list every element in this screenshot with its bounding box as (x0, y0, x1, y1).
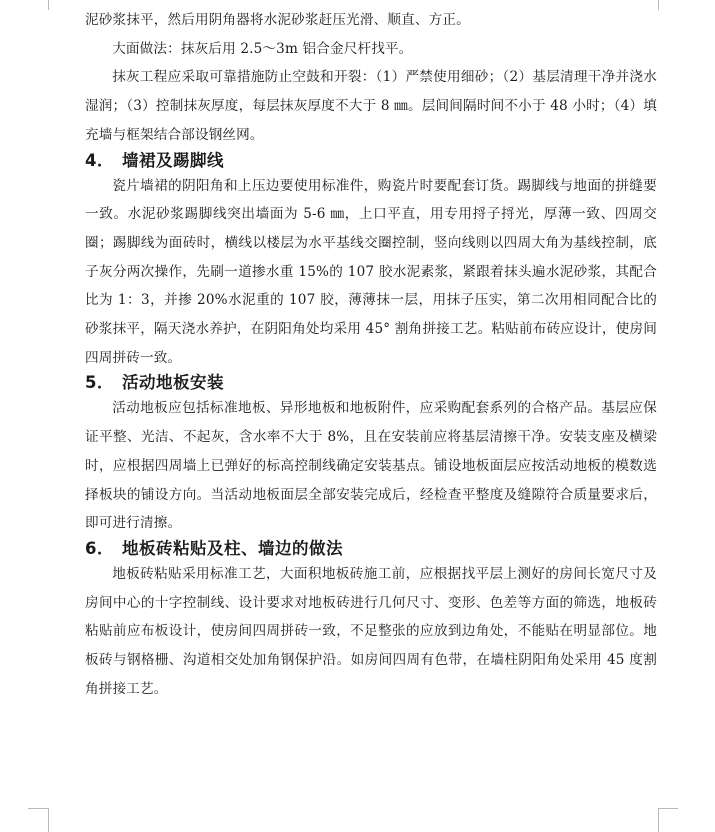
section-heading-4 (85, 150, 657, 172)
section-title: 地板砖粘贴及柱、墙边的做法 (121, 538, 343, 558)
document-body (85, 6, 657, 703)
section-4-paragraph: 瓷片墙裙的阴阳角和上压边要使用标准件，购瓷片时要配套订货。踢脚线与地面的拼缝要一致。水泥砂浆踢脚线突出墙面为 5-6 ㎜，上口平直，用专用捋子捋光，厚薄一致、四周交圈；踢脚线为面砖时，横线以楼层为水平基线交圈控制，竖向线则以四周大角为基线控制，底子灰分两次操作，先刷一道掺水重 15%的 107 胶水泥素浆，紧跟着抹头遍水泥砂浆，其配合比为 1：3，并掺 20%水泥重的 107 胶，薄薄抹一层，用抹子压实，第二次用相同配合比的砂浆抹平，隔天浇水养护，在阴阳角处均采用 45° 割角拼接工艺。粘贴前布砖应设计，使房间四周拼砖一致。 (85, 177, 657, 366)
paragraph-surface-method: 大面做法：抹灰后用 2.5～3m 铝合金尺杆找平。 (112, 40, 413, 57)
section-number: 6． (85, 538, 114, 558)
crop-mark-top-left (48, 0, 49, 10)
section-heading-6 (85, 538, 657, 560)
section-number: 4． (85, 150, 114, 170)
crop-mark-bottom-left-v (48, 808, 49, 832)
crop-mark-bottom-left-h (28, 808, 48, 809)
section-number: 5． (85, 373, 114, 393)
section-5-paragraph: 活动地板应包括标准地板、异形地板和地板附件，应采购配套系列的合格产品。基层应保证平整、光洁、不起灰，含水率不大于 8%，且在安装前应将基层清擦干净。安装支座及横梁时，应根据四周墙上已弹好的标高控制线确定安装基点。铺设地板面层应按活动地板的模数选择板块的铺设方向。当活动地板面层全部安装完成后，经检查平整度及缝隙符合质量要求后，即可进行清擦。 (85, 400, 657, 532)
paragraph-plaster-measures: 抹灰工程应采取可靠措施防止空鼓和开裂：（1）严禁使用细砂；（2）基层清理干净并浇水湿润；（3）控制抹灰厚度，每层抹灰厚度不大于 8 ㎜。层间间隔时间不小于 48 小时；（4）填充墙与框架结合部设钢丝网。 (85, 69, 657, 143)
section-heading-5 (85, 372, 657, 394)
crop-mark-bottom-right-h (658, 808, 678, 809)
continued-paragraph: 泥砂浆抹平，然后用阴角器将水泥砂浆赶压光滑、顺直、方正。 (85, 12, 470, 28)
crop-mark-top-right (658, 0, 659, 10)
section-title: 墙裙及踢脚线 (121, 150, 224, 170)
section-6-paragraph: 地板砖粘贴采用标准工艺，大面积地板砖施工前，应根据找平层上测好的房间长宽尺寸及房间中心的十字控制线、设计要求对地板砖进行几何尺寸、变形、色差等方面的筛选，地板砖粘贴前应布板设计，使房间四周拼砖一致，不足整张的应放到边角处，不能贴在明显部位。地板砖与钢格栅、沟道相交处加角钢保护沿。如房间四周有色带，在墙柱阴阳角处采用 45 度割角拼接工艺。 (85, 565, 657, 697)
crop-mark-bottom-right-v (658, 808, 659, 832)
section-title: 活动地板安装 (121, 373, 224, 393)
